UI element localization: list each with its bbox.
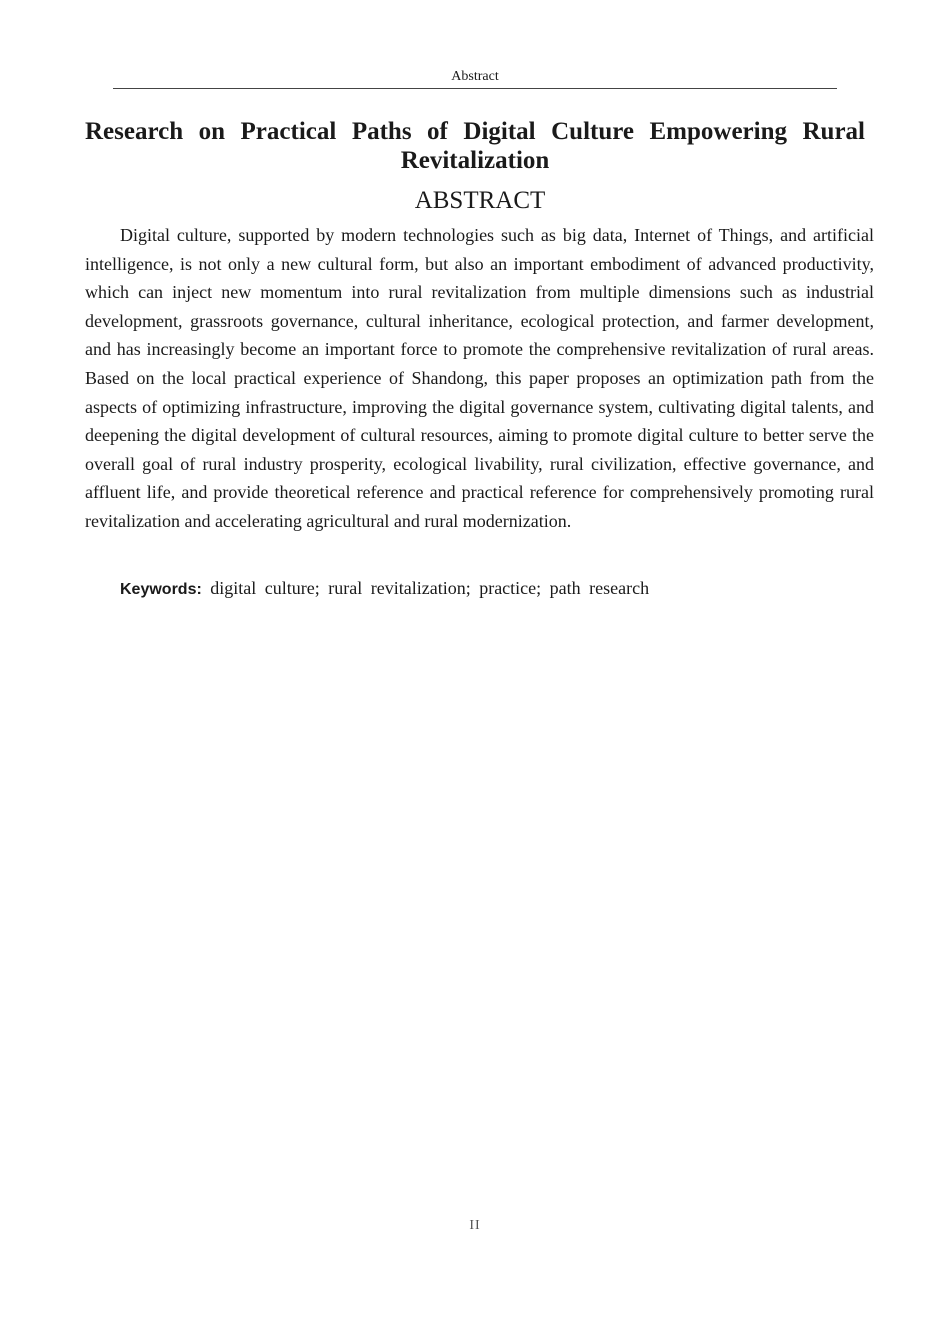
keywords-list: digital culture; rural revitalization; practice; path research	[210, 578, 650, 598]
keywords-line	[120, 574, 874, 604]
page-number: II	[469, 1218, 481, 1233]
running-header: Abstract	[113, 68, 837, 89]
paper-title: Research on Practical Paths of Digital Culture Empowering Rural Revitalization	[85, 118, 865, 174]
keywords-label: Keywords:	[120, 581, 202, 598]
abstract-heading: ABSTRACT	[414, 187, 546, 214]
abstract-body: Digital culture, supported by modern technologies such as big data, Internet of Things, and artificial intelligence, is not only a new cultural form, but also an important embodiment of advanced productivity, which can inject new momentum into rural revitalization from multiple dimensions such as industrial development, grassroots governance, cultural inheritance, ecological protection, and farmer development, and has increasingly become an important force to promote the comprehensive revitalization of rural areas. Based on the local practical experience of Shandong, this paper proposes an optimization path from the aspects of optimizing infrastructure, improving the digital governance system, cultivating digital talents, and deepening the digital development of cultural resources, aiming to promote digital culture to better serve the overall goal of rural industry prosperity, ecological livability, rural civilization, effective governance, and affluent life, and provide theoretical reference and practical reference for comprehensively promoting rural revitalization and accelerating agricultural and rural modernization.	[85, 225, 874, 531]
